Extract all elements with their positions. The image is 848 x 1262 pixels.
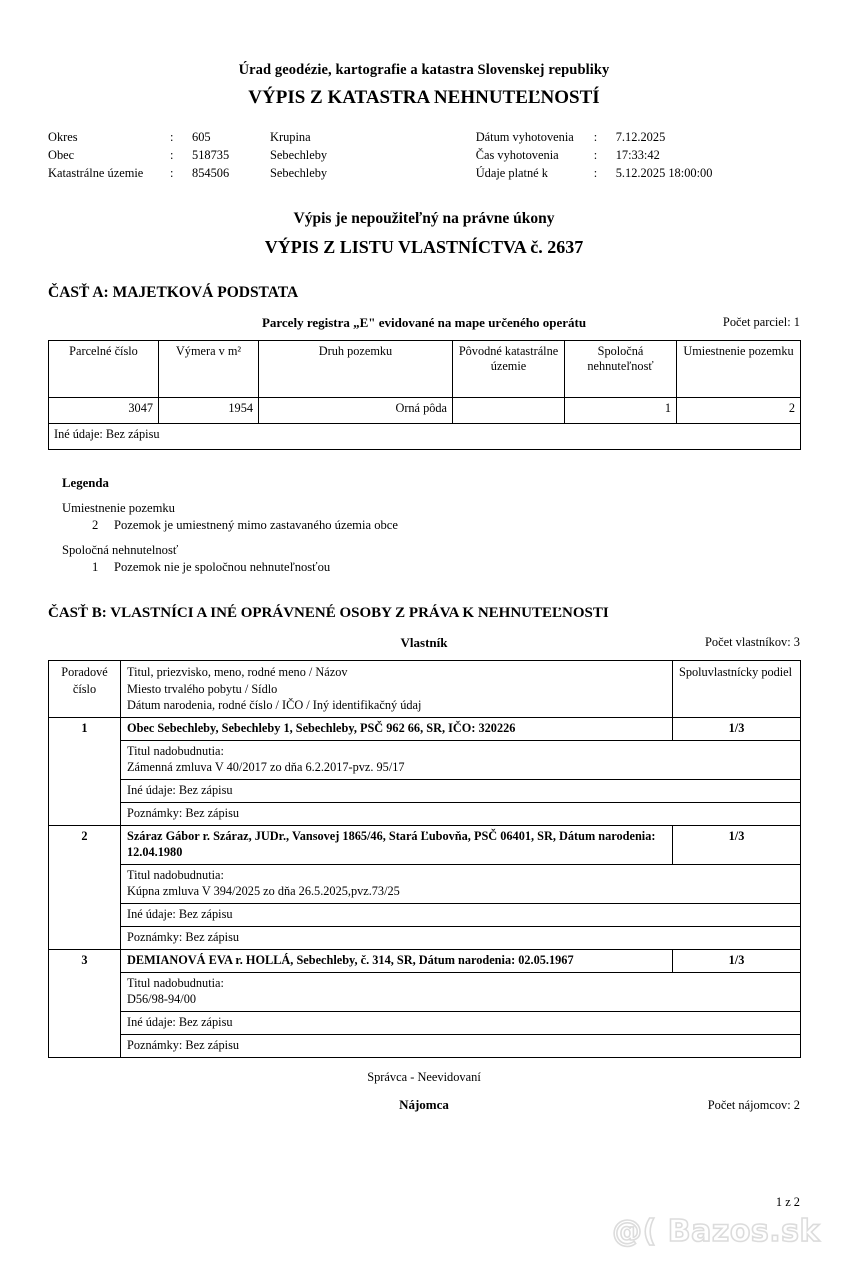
udaje-platne-k-value: 5.12.2025 18:00:00 (615, 165, 713, 180)
obec-value: Sebechleby (270, 147, 328, 162)
document-title: VÝPIS Z KATASTRA NEHNUTEĽNOSTÍ (248, 87, 600, 108)
datum-vyhotovenia-value: 7.12.2025 (615, 129, 666, 144)
katastralne-uzemie-colon: : (170, 165, 174, 180)
owner-order-number: 3 (49, 949, 121, 1057)
udaje-platne-k-label: Údaje platné k (475, 165, 548, 180)
cell-area: 1954 (159, 398, 259, 424)
acquisition-title-value: Kúpna zmluva V 394/2025 zo dňa 26.5.2025,pvz.73/25 (127, 883, 400, 898)
datum-vyhotovenia-label: Dátum vyhotovenia (475, 129, 574, 144)
cell-common-property: 1 (565, 398, 677, 424)
obec-code: 518735 (192, 147, 230, 162)
owner-identity: Száraz Gábor r. Száraz, JUDr., Vansovej 1865/46, Stará Ľubovňa, PSČ 06401, SR, Dátum narodenia: 12.04.1980 (121, 825, 673, 864)
parcels-other-data: Iné údaje: Bez zápisu (49, 424, 801, 450)
owner-row-notes (49, 802, 801, 825)
owner-notes: Poznámky: Bez zápisu (121, 926, 801, 949)
owner-row-identity (49, 825, 801, 864)
obec-label: Obec (48, 147, 75, 162)
okres-code: 605 (192, 129, 211, 144)
cas-vyhotovenia-colon: : (593, 147, 598, 162)
legend-group-common-property: Spoločná nehnutelnosť (62, 543, 179, 557)
column-header-original-cadastral: Pôvodné katastrálne územie (453, 341, 565, 398)
tenant-count: Počet nájomcov: 2 (707, 1097, 800, 1112)
tenant-title: Nájomca (399, 1096, 449, 1112)
owner-row-notes (49, 1034, 801, 1057)
owner-row-title (49, 740, 801, 779)
acquisition-title-label: Titul nadobudnutia: (127, 867, 224, 882)
administrator-line: Správca - Neevidovaní (367, 1069, 481, 1084)
owner-row-identity (49, 717, 801, 740)
legend-group-placement: Umiestnenie pozemku (62, 501, 175, 515)
owner-row-other-data (49, 1011, 801, 1034)
owner-other-data: Iné údaje: Bez zápisu (121, 903, 801, 926)
cell-parcel-number: 3047 (49, 398, 159, 424)
part-a-subheader (48, 315, 800, 332)
legend-title: Legenda (62, 476, 109, 490)
identity-header-line-2: Miesto trvalého pobytu / Sídlo (127, 681, 278, 696)
identity-header-line-3: Dátum narodenia, rodné číslo / IČO / Iný identifikačný údaj (127, 698, 422, 713)
cas-vyhotovenia-label: Čas vyhotovenia (475, 147, 559, 162)
metadata-row-udaje-platne-k (476, 164, 800, 182)
owner-share: 1/3 (673, 717, 801, 740)
owner-count: Počet vlastníkov: 3 (705, 635, 800, 649)
owners-table-header-row (49, 661, 801, 718)
legend-text: Pozemok je umiestnený mimo zastavaného územia obce (114, 518, 398, 532)
owner-other-data: Iné údaje: Bez zápisu (121, 779, 801, 802)
metadata-row-cas-vyhotovenia (476, 146, 800, 164)
cell-original-cadastral (453, 398, 565, 424)
acquisition-title-value: Zámenná zmluva V 40/2017 zo dňa 6.2.2017-pvz. 95/17 (127, 759, 405, 774)
column-header-share: Spoluvlastnícky podiel (673, 661, 801, 718)
owner-row-identity (49, 949, 801, 972)
legend-code: 1 (92, 560, 99, 574)
katastralne-uzemie-label: Katastrálne územie (48, 165, 144, 180)
column-header-identity (121, 661, 673, 718)
part-b-subtitle: Vlastník (400, 635, 448, 650)
owner-row-title (49, 972, 801, 1011)
metadata-row-okres (48, 128, 476, 146)
tenant-section (48, 1097, 800, 1115)
identity-header-line-1: Titul, priezvisko, meno, rodné meno / Názov (127, 665, 348, 679)
owner-acquisition-title (121, 972, 801, 1011)
okres-colon: : (170, 129, 174, 144)
metadata-left-column (48, 128, 476, 182)
cas-vyhotovenia-value: 17:33:42 (615, 147, 660, 162)
udaje-platne-k-colon: : (593, 165, 598, 180)
organization-title: Úrad geodézie, kartografie a katastra Slovenskej republiky (238, 62, 610, 78)
legal-notice: Výpis je nepoužiteľný na právne úkony (293, 210, 555, 227)
obec-colon: : (170, 147, 174, 162)
legend-item (48, 518, 800, 533)
owner-share: 1/3 (673, 825, 801, 864)
owners-table (48, 660, 801, 1058)
owner-order-number: 1 (49, 717, 121, 825)
column-header-area: Výmera v m² (159, 341, 259, 398)
parcels-table (48, 340, 801, 450)
okres-label: Okres (48, 129, 78, 144)
metadata-right-column (476, 128, 800, 182)
column-header-placement: Umiestnenie pozemku (677, 341, 801, 398)
legend-code: 2 (92, 518, 99, 532)
cell-placement: 2 (677, 398, 801, 424)
parcels-table-header-row (49, 341, 801, 398)
document-page (0, 62, 848, 1262)
katastralne-uzemie-value: Sebechleby (270, 165, 328, 180)
lv-title: VÝPIS Z LISTU VLASTNÍCTVA č. 2637 (264, 237, 584, 257)
owner-identity: DEMIANOVÁ EVA r. HOLLÁ, Sebechleby, č. 314, SR, Dátum narodenia: 02.05.1967 (121, 949, 673, 972)
metadata-row-datum-vyhotovenia (476, 128, 800, 146)
metadata-row-obec (48, 146, 476, 164)
owner-share: 1/3 (673, 949, 801, 972)
page-number: 1 z 2 (775, 1195, 800, 1209)
acquisition-title-value: D56/98-94/00 (127, 991, 196, 1006)
datum-vyhotovenia-colon: : (593, 129, 598, 144)
owner-row-notes (49, 926, 801, 949)
katastralne-uzemie-code: 854506 (192, 165, 230, 180)
bazos-watermark: @( Bazos.sk (612, 1214, 820, 1249)
owner-identity: Obec Sebechleby, Sebechleby 1, Sebechleby, PSČ 962 66, SR, IČO: 320226 (121, 717, 673, 740)
owner-notes: Poznámky: Bez zápisu (121, 802, 801, 825)
header-metadata (48, 128, 800, 182)
owner-row-title (49, 864, 801, 903)
owner-row-other-data (49, 903, 801, 926)
column-header-parcel-number: Parcelné číslo (49, 341, 159, 398)
owner-notes: Poznámky: Bez zápisu (121, 1034, 801, 1057)
column-header-common-property: Spoločná nehnuteľnosť (565, 341, 677, 398)
owner-acquisition-title (121, 740, 801, 779)
column-header-order-number: Poradové číslo (49, 661, 121, 718)
part-a-title: ČASŤ A: MAJETKOVÁ PODSTATA (48, 284, 299, 301)
cell-land-type: Orná pôda (259, 398, 453, 424)
legend-item (48, 560, 800, 575)
acquisition-title-label: Titul nadobudnutia: (127, 975, 224, 990)
part-a-subtitle: Parcely registra „E" evidované na mape určeného operátu (261, 315, 587, 330)
column-header-land-type: Druh pozemku (259, 341, 453, 398)
part-b-title: ČASŤ B: VLASTNÍCI A INÉ OPRÁVNENÉ OSOBY Z PRÁVA K NEHNUTEĽNOSTI (48, 605, 609, 621)
part-b-subheader (48, 635, 800, 652)
parcel-count: Počet parciel: 1 (722, 315, 800, 329)
metadata-row-katastralne-uzemie (48, 164, 476, 182)
table-row (49, 398, 801, 424)
owner-acquisition-title (121, 864, 801, 903)
legend-text: Pozemok nie je spoločnou nehnuteľnosťou (114, 560, 331, 574)
parcels-note-row (49, 424, 801, 450)
acquisition-title-label: Titul nadobudnutia: (127, 743, 224, 758)
okres-value: Krupina (270, 129, 311, 144)
owner-row-other-data (49, 779, 801, 802)
owner-other-data: Iné údaje: Bez zápisu (121, 1011, 801, 1034)
owner-order-number: 2 (49, 825, 121, 949)
